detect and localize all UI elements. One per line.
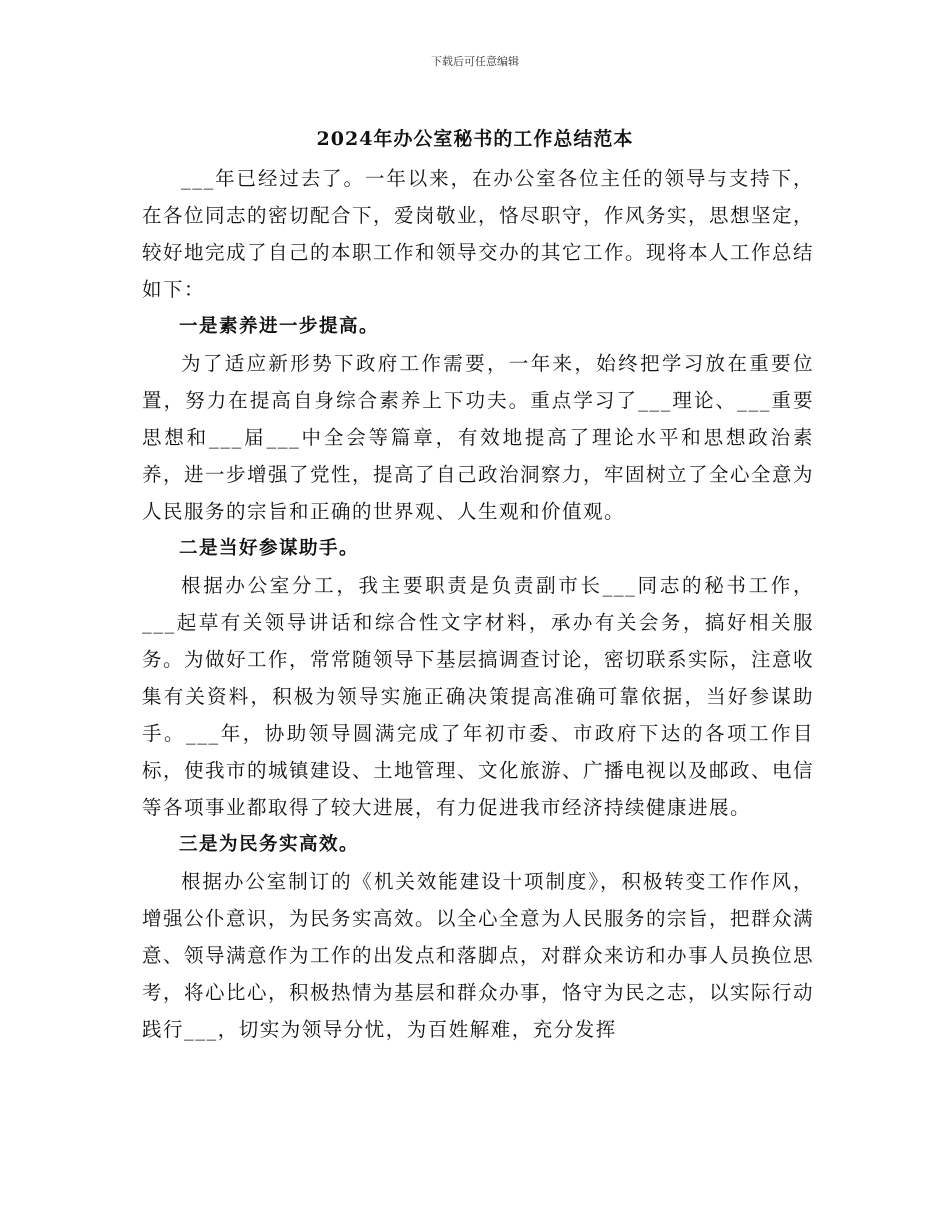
section-paragraph-3: 根据办公室制订的《机关效能建设十项制度》，积极转变工作作风，增强公仆意识，为民务实高效。以全心全意为人民服务的宗旨，把群众满意、领导满意作为工作的出发点和落脚点，对群众来访和办事人员换位思考，将心比心，积极热情为基层和群众办事，恪守为民之志，以实际行动践行___，切实为领导分忧，为百姓解难，充分发挥 [142, 870, 815, 1041]
section-heading-2: 二是当好参谋助手。 [179, 538, 360, 559]
intro-paragraph: ___年已经过去了。一年以来，在办公室各位主任的领导与支持下，在各位同志的密切配合下，爱岗敬业，恪尽职守，作风务实，思想坚定，较好地完成了自己的本职工作和领导交办的其它工作。现将本人工作总结如下： [142, 167, 815, 301]
section-heading-3: 三是为民务实高效。 [179, 834, 360, 855]
document-body [142, 160, 814, 1048]
section-heading-1: 一是素养进一步提高。 [179, 316, 380, 337]
section-paragraph-2: 根据办公室分工，我主要职责是负责副市长___同志的秘书工作，___起草有关领导讲话和综合性文字材料，承办有关会务，搞好相关服务。为做好工作，常常随领导下基层搞调查讨论，密切联系实际，注意收集有关资料，积极为领导实施正确决策提高准确可靠依据，当好参谋助手。___年，协助领导圆满完成了年初市委、市政府下达的各项工作目标，使我市的城镇建设、土地管理、文化旅游、广播电视以及邮政、电信等各项事业都取得了较大进展，有力促进我市经济持续健康进展。 [142, 574, 815, 819]
section-paragraph-1: 为了适应新形势下政府工作需要，一年来，始终把学习放在重要位置，努力在提高自身综合素养上下功夫。重点学习了___理论、___重要思想和___届___中全会等篇章，有效地提高了理论水平和思想政治素养，进一步增强了党性，提高了自己政治洞察力，牢固树立了全心全意为人民服务的宗旨和正确的世界观、人生观和价值观。 [142, 352, 815, 523]
document-title: 2024年办公室秘书的工作总结范本 [316, 128, 634, 150]
header-note: 下载后可任意编辑 [431, 55, 519, 68]
